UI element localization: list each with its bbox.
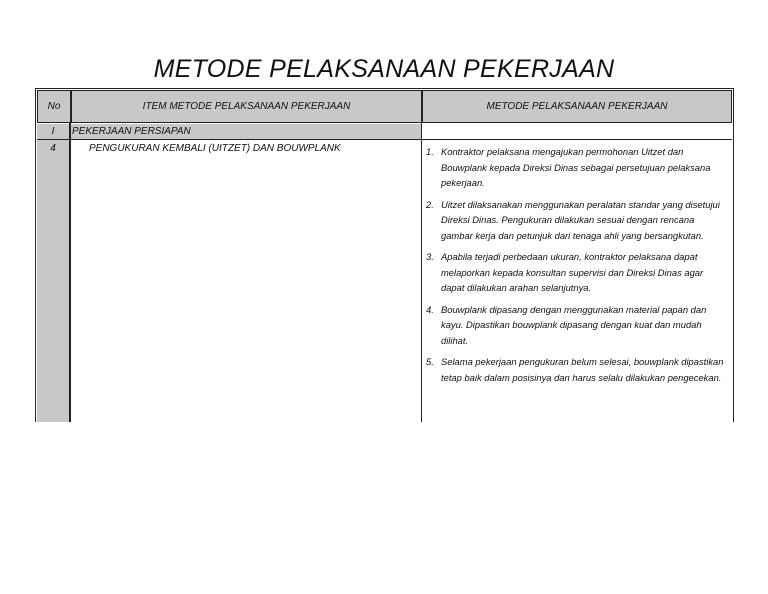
header-item: ITEM METODE PELAKSANAAN PEKERJAAN (72, 91, 421, 122)
row-divider (37, 139, 732, 140)
row-no: 4 (50, 143, 56, 154)
list-item (426, 302, 726, 349)
row-item: PENGUKURAN KEMBALI (UITZET) DAN BOUWPLANK (89, 143, 341, 154)
method-steps-list (426, 144, 726, 385)
section-label: PEKERJAAN PERSIAPAN (72, 126, 191, 137)
step-text: Kontraktor pelaksana mengajukan permohonan Uitzet dan Bouwplank kepada Direksi Dinas sebagai persetujuan pelaksana pekerjaan. (441, 146, 711, 188)
list-item (426, 197, 726, 244)
table-header-row (37, 90, 732, 123)
step-text: Selama pekerjaan pengukuran belum selesai, bouwplank dipastikan tetap baik dalam posisinya dan harus selalu dilakukan pengecekan. (441, 356, 724, 383)
step-number: 1. (426, 146, 434, 157)
list-item (426, 144, 726, 191)
step-number: 5. (426, 356, 434, 367)
list-item (426, 249, 726, 296)
divider (69, 123, 71, 422)
step-number: 4. (426, 303, 434, 315)
step-text: Apabila terjadi perbedaan ukuran, kontraktor pelaksana dapat melaporkan kepada konsultan supervisi dan Direksi Dinas agar dapat dilakukan arahan selanjutnya. (441, 251, 704, 293)
method-table (35, 88, 734, 422)
step-number: 2. (426, 198, 434, 210)
step-text: Bouwplank dipasang dengan menggunakan material papan dan kayu. Dipastikan bouwplank dipasang dengan kuat dan mudah dilihat. (441, 303, 707, 346)
no-column-fill (37, 124, 69, 422)
list-item (426, 354, 726, 385)
divider (421, 123, 422, 422)
step-text: Uitzet dilaksanakan menggunakan peralatan standar yang disetujui Direksi Dinas. Pengukuran dilakukan sesuai dengan rencana gambar kerja dan petunjuk dari tenaga ahli yang bersangkutan. (441, 198, 720, 241)
step-number: 3. (426, 251, 434, 262)
page-title: METODE PELAKSANAAN PEKERJAAN (153, 55, 615, 83)
header-method: METODE PELAKSANAAN PEKERJAAN (423, 91, 731, 122)
header-no: No (38, 91, 70, 122)
section-no: I (51, 126, 55, 137)
